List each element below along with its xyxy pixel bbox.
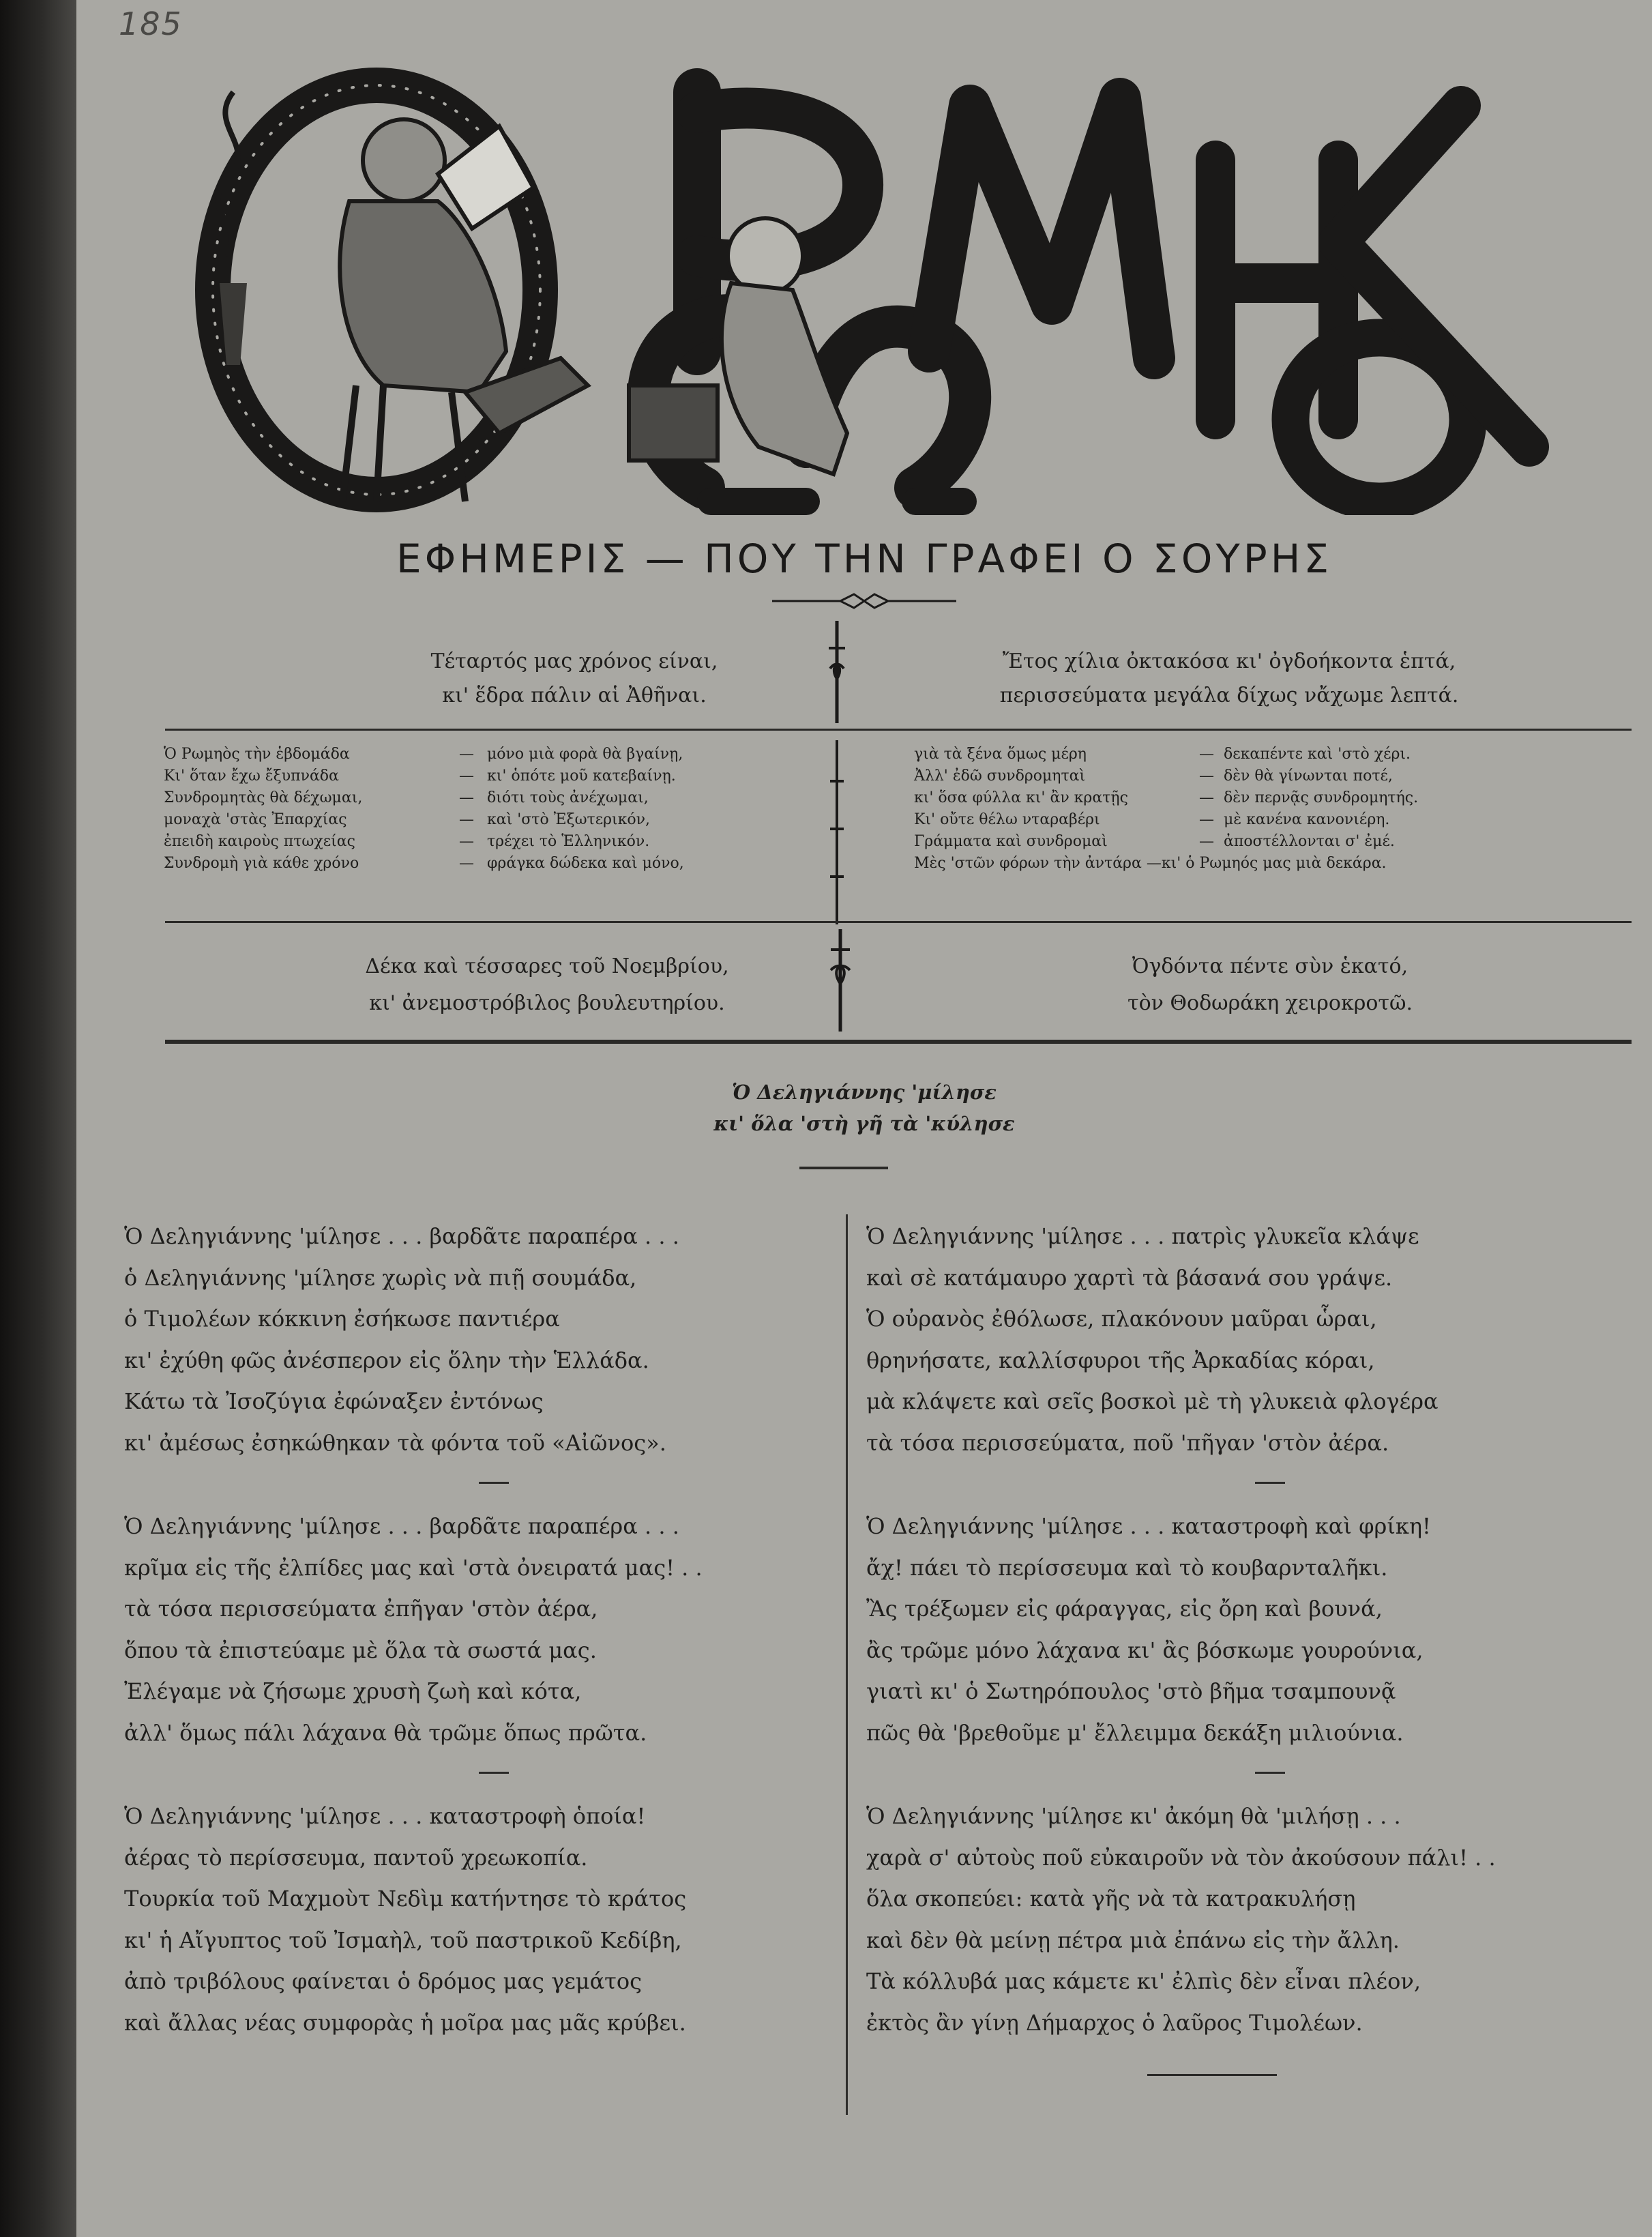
- poem-line: τὰ τόσα περισσεύματα, ποῦ 'πῆγαν 'στὸν ἀέρα.: [866, 1429, 1389, 1456]
- poem-line: κι' ἐχύθη φῶς ἀνέσπερον εἰς ὅλην τὴν Ἑλλάδα.: [124, 1347, 649, 1373]
- subscription-phrase: μοναχὰ 'στὰς Ἐπαρχίας: [164, 811, 347, 828]
- header-verse-left: [336, 645, 813, 713]
- poem-stanza: [124, 1506, 840, 1753]
- poem-line: καὶ ἄλλας νέας συμφορὰς ἡ μοῖρα μας μᾶς κρύβει.: [124, 2009, 686, 2036]
- poem-line: Ὁ Δεληγιάννης 'μίλησε . . . βαρδᾶτε παραπέρα . . .: [124, 1223, 679, 1249]
- stanza-dash: [479, 1482, 509, 1484]
- dash-separator: —: [1199, 767, 1214, 785]
- subscription-row: [164, 765, 873, 787]
- subscription-terms-right: [914, 744, 1651, 875]
- subscription-phrase: Κι' ὅταν ἔχω ἔξυπνάδα: [164, 767, 339, 785]
- title-rule: [799, 1167, 888, 1169]
- poem-line: Ὁ οὐρανὸς ἐθόλωσε, πλακόνουν μαῦραι ὧραι,: [866, 1306, 1377, 1332]
- poem-line: μὰ κλάψετε καὶ σεῖς βοσκοὶ μὲ τὴ γλυκειὰ φλογέρα: [866, 1388, 1439, 1414]
- poem-title: [76, 1077, 1652, 1139]
- poem-line: χαρὰ σ' αὐτοὺς ποῦ εὐκαιροῦν νὰ τὸν ἀκούσουν πάλι! . .: [866, 1844, 1496, 1871]
- subscription-row: [164, 787, 873, 809]
- poem-line: Ὁ Δεληγιάννης 'μίλησε . . . πατρὶς γλυκεῖα κλάψε: [866, 1223, 1419, 1249]
- stanza-divider: [124, 1463, 840, 1506]
- dash-separator: —: [459, 767, 474, 785]
- subscription-phrase: Γράμματα καὶ συνδρομαὶ: [914, 833, 1108, 850]
- poem-line: γιατὶ κι' ὁ Σωτηρόπουλος 'στὸ βῆμα τσαμπουνᾷ: [866, 1678, 1396, 1704]
- header-rule: [165, 729, 1632, 731]
- poem-line: ἄχ! πάει τὸ περίσσευμα καὶ τὸ κουβαρνταλῆκι.: [866, 1554, 1388, 1581]
- subscription-phrase: Ἀλλ' ἐδῶ συνδρομηταὶ: [914, 767, 1086, 785]
- stanza-dash: [479, 1772, 509, 1774]
- poem-line: κι' ἡ Αἴγυπτος τοῦ Ἰσμαὴλ, τοῦ παστρικοῦ Κεδίβη,: [124, 1927, 682, 1953]
- subscription-phrase: μὲ κανένα κανονιέρη.: [1224, 811, 1390, 828]
- subscription-phrase: φράγκα δώδεκα καὶ μόνο,: [487, 855, 684, 872]
- subscription-phrase: Συνδρομητὰς θὰ δέχωμαι,: [164, 789, 363, 806]
- subscription-phrase: κι' ὅσα φύλλα κι' ἂν κρατῇς: [914, 789, 1128, 806]
- subscription-phrase: ἀποστέλλονται σ' ἐμέ.: [1224, 833, 1395, 850]
- poem-line: Τὰ κόλλυβά μας κάμετε κι' ἐλπὶς δὲν εἶναι πλέον,: [866, 1968, 1421, 1994]
- poem-line: Ἐλέγαμε νὰ ζήσωμε χρυσὴ ζωὴ καὶ κότα,: [124, 1678, 582, 1704]
- subscription-row: Μὲς 'στῶν φόρων τὴν ἀντάρα —κι' ὁ Ρωμηός μας μιὰ δεκάρα.: [914, 855, 1387, 872]
- subscription-row: [164, 853, 873, 875]
- dash-separator: —: [459, 855, 474, 872]
- ornament-divider: [823, 621, 851, 723]
- pencil-page-number: 185: [119, 5, 183, 42]
- date-verse-left: [240, 948, 854, 1022]
- stanza-divider: [124, 1753, 840, 1796]
- poem-column-right: [866, 1216, 1637, 2043]
- poem-line: ἀπὸ τριβόλους φαίνεται ὁ δρόμος μας γεμάτος: [124, 1968, 643, 1994]
- subscription-rule: [165, 921, 1632, 923]
- subscription-row: [164, 809, 873, 831]
- poem-stanza: [124, 1216, 840, 1463]
- dash-separator: —: [459, 833, 474, 850]
- subscription-phrase: δεκαπέντε καὶ 'στὸ χέρι.: [1224, 746, 1411, 763]
- subscription-phrase: δὲν θὰ γίνωνται ποτέ,: [1224, 767, 1393, 785]
- poem-line: Τουρκία τοῦ Μαχμοὺτ Νεδὶμ κατήντησε τὸ κράτος: [124, 1886, 687, 1912]
- stanza-divider: [866, 1753, 1637, 1796]
- poem-line: κρῖμα εἰς τῆς ἐλπίδες μας καὶ 'στὰ ὀνειρατά μας! . .: [124, 1554, 703, 1581]
- date-verse-line: Ὀγδόντα πέντε σὺν ἑκατό,: [1132, 954, 1408, 978]
- subscription-phrase: μόνο μιὰ φορὰ θὰ βγαίνῃ,: [487, 746, 683, 763]
- stanza-divider: [866, 1463, 1637, 1506]
- dash-separator: —: [1199, 811, 1214, 828]
- masthead-logo: [179, 65, 1584, 515]
- poem-line: τὰ τόσα περισσεύματα ἐπῆγαν 'στὸν ἀέρα,: [124, 1596, 598, 1622]
- date-verse-line: τὸν Θοδωράκη χειροκροτῶ.: [1127, 991, 1413, 1015]
- poem-line: ὅπου τὰ ἐπιστεύαμε μὲ ὅλα τὰ σωστά μας.: [124, 1637, 597, 1663]
- ornament-divider: [827, 929, 854, 1032]
- poem-line: ἐκτὸς ἂν γίνῃ Δήμαρχος ὁ λαῦρος Τιμολέων.: [866, 2009, 1363, 2036]
- subscription-phrase: γιὰ τὰ ξένα ὅμως μέρη: [914, 746, 1087, 763]
- poem-line: θρηνήσατε, καλλίσφυροι τῆς Ἀρκαδίας κόραι,: [866, 1347, 1375, 1373]
- newspaper-page: [76, 0, 1652, 2237]
- dash-separator: —: [459, 789, 474, 806]
- stanza-dash: [1255, 1772, 1285, 1774]
- poem-line: Ὁ Δεληγιάννης 'μίλησε κι' ἀκόμη θὰ 'μιλήσῃ . . .: [866, 1803, 1401, 1829]
- subscription-row: [164, 831, 873, 853]
- poem-stanza: [124, 1796, 840, 2043]
- date-verse-line: κι' ἀνεμοστρόβιλος βουλευτηρίου.: [369, 991, 725, 1015]
- date-verse-right: [1024, 948, 1516, 1022]
- dash-separator: —: [459, 746, 474, 763]
- dash-separator: —: [1199, 833, 1214, 850]
- poem-line: Ὁ Δεληγιάννης 'μίλησε . . . καταστροφὴ ὁποία!: [124, 1803, 646, 1829]
- dash-separator: —: [459, 811, 474, 828]
- dash-separator: —: [1199, 789, 1214, 806]
- subscription-row: [164, 744, 873, 765]
- poem-line: καὶ σὲ κατάμαυρο χαρτὶ τὰ βάσανά σου γράψε.: [866, 1264, 1393, 1291]
- date-verse-line: Δέκα καὶ τέσσαρες τοῦ Νοεμβρίου,: [365, 954, 729, 978]
- subscription-phrase: διότι τοὺς ἀνέχωμαι,: [487, 789, 649, 806]
- subscription-terms-left: [164, 744, 873, 875]
- subscription-phrase: τρέχει τὸ Ἑλληνικόν.: [487, 833, 650, 850]
- subscription-phrase: δὲν περνᾷς συνδρομητής.: [1224, 789, 1419, 806]
- subscription-phrase: Συνδρομὴ γιὰ κάθε χρόνο: [164, 855, 359, 872]
- poem-line: Ἂς τρέξωμεν εἰς φάραγγας, εἰς ὄρη καὶ βουνά,: [866, 1596, 1383, 1622]
- subscription-row: [914, 765, 1651, 787]
- poem-stanza: [866, 1796, 1637, 2043]
- poem-line: Κάτω τὰ Ἰσοζύγια ἐφώναξεν ἐντόνως: [124, 1388, 544, 1414]
- header-verse-right: [956, 645, 1502, 713]
- subscription-phrase: ἐπειδὴ καιροὺς πτωχείας: [164, 833, 355, 850]
- poem-title-line: Ὁ Δεληγιάννης 'μίλησε: [732, 1081, 997, 1104]
- subscription-row: [914, 787, 1651, 809]
- subscription-row: [914, 809, 1651, 831]
- column-separator: [846, 1214, 848, 2115]
- poem-line: καὶ δὲν θὰ μείνῃ πέτρα μιὰ ἐπάνω εἰς τὴν ἄλλη.: [866, 1927, 1400, 1953]
- header-verse-line: Τέταρτός μας χρόνος είναι,: [430, 649, 718, 673]
- subscription-phrase: Κι' οὔτε θέλω νταραβέρι: [914, 811, 1100, 828]
- poem-line: Ὁ Δεληγιάννης 'μίλησε . . . καταστροφὴ καὶ φρίκη!: [866, 1513, 1431, 1539]
- masthead-tagline: ΕΦΗΜΕΡΙΣ — ΠΟΥ ΤΗΝ ΓΡΑΦΕΙ Ο ΣΟΥΡΗΣ: [396, 536, 1333, 582]
- poem-line: ὅλα σκοπεύει: κατὰ γῆς νὰ τὰ κατρακυλήσῃ: [866, 1886, 1356, 1912]
- subscription-phrase: Ὁ Ρωμηὸς τὴν ἑβδομάδα: [164, 746, 350, 763]
- poem-line: ἂς τρῶμε μόνο λάχανα κι' ἂς βόσκωμε γουρούνια,: [866, 1637, 1424, 1663]
- header-verse-line: Ἔτος χίλια ὀκτακόσα κι' ὀγδοήκοντα ἑπτά,: [1002, 649, 1456, 673]
- poem-line: Ὁ Δεληγιάννης 'μίλησε . . . βαρδᾶτε παραπέρα . . .: [124, 1513, 679, 1539]
- stanza-dash: [1255, 1482, 1285, 1484]
- subscription-phrase: κι' ὁπότε μοῦ κατεβαίνῃ.: [487, 767, 676, 785]
- poem-stanza: [866, 1216, 1637, 1463]
- subscription-row: [914, 831, 1651, 853]
- poem-line: ἀλλ' ὅμως πάλι λάχανα θὰ τρῶμε ὅπως πρῶτα.: [124, 1719, 647, 1746]
- poem-line: ὁ Τιμολέων κόκκινη ἐσήκωσε παντιέρα: [124, 1306, 560, 1332]
- ornament-divider: [827, 740, 847, 924]
- tagline-ornament: [772, 591, 956, 611]
- poem-column-left: [124, 1216, 840, 2043]
- dash-separator: —: [1199, 746, 1214, 763]
- poem-title-line: κι' ὅλα 'στὴ γῆ τὰ 'κύλησε: [713, 1112, 1015, 1135]
- header-verse-line: κι' ἕδρα πάλιν αἱ Ἀθῆναι.: [442, 684, 707, 707]
- header-verse-line: περισσεύματα μεγάλα δίχως νἄχωμε λεπτά.: [999, 684, 1459, 707]
- poem-line: κι' ἀμέσως ἐσηκώθηκαν τὰ φόντα τοῦ «Αἰῶνος».: [124, 1429, 666, 1456]
- subscription-phrase: καὶ 'στὸ Ἐξωτερικόν,: [487, 811, 651, 828]
- poem-stanza: [866, 1506, 1637, 1753]
- end-rule: [1147, 2074, 1277, 2076]
- book-spine: [0, 0, 76, 2237]
- poem-line: ἀέρας τὸ περίσσευμα, παντοῦ χρεωκοπία.: [124, 1844, 588, 1871]
- masthead-bottom-rule: [165, 1040, 1632, 1044]
- poem-line: ὁ Δεληγιάννης 'μίλησε χωρὶς νὰ πιῇ σουμάδα,: [124, 1264, 637, 1291]
- subscription-row: [914, 744, 1651, 765]
- poem-line: πῶς θὰ 'βρεθοῦμε μ' ἔλλειμμα δεκάξη μιλιούνια.: [866, 1719, 1404, 1746]
